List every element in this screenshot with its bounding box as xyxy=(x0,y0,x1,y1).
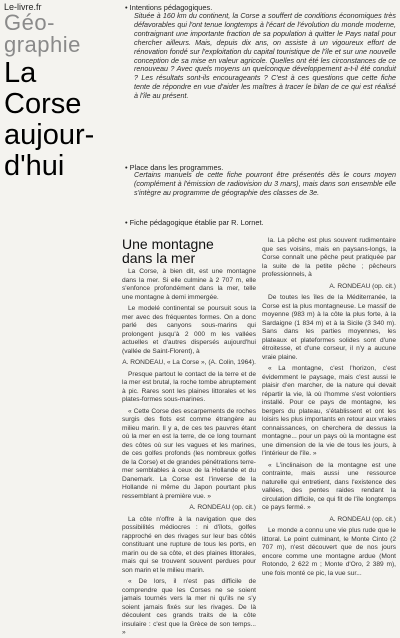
paragraph: « Cette Corse des escarpements de roches surgis des flots est comme étrangère au milieu marin. Il y a, de ces tes pauvres étant où la mer en est la terre, de ce long tournant des côtes où sur les vagues et les marines, de ces golfes profonds (les nombreux golfes de la Corse) et de grandes pénétrations terre-mer semblables à ceux de la Hollande et du Danemark. La Corse est l'inverse de la Hollande ni même du Japon pourtant plus ressemblant à première vue. » xyxy=(122,407,256,500)
paragraph: Le monde a connu une vie plus rude que le littoral. Le point culminant, le Monte Cinto (2 707 m), n'est découvert que de nos jours encore comme une montagne ardue (Mont Rotondo, 2 622 m ; Monte d'Oro, 2 389 m), une fois monté ce pic, la vue sur... xyxy=(262,527,396,577)
citation: A. RONDEAU (op. cit.) xyxy=(189,504,256,511)
section-title xyxy=(122,237,214,265)
title-line-2: Corse xyxy=(4,88,82,120)
intentions-body: Située à 160 km du continent, la Corse a souffert de conditions économiques très défavorables qui l'ont tenue longtemps à l'écart de l'évolution du monde moderne, contraignant une importante fraction de sa population à quitter le Pays natal pour chercher ailleurs. Mais, depuis dix ans, on assiste à un vigoureux effort de rénovation fondé sur l'exploitation du capital touristique de l'île et sur une nouvelle conception de sa mise en valeur agricole. Quelles ont été les circonstances de ce renouveau ? Avec quels moyens un quelconque développement a-t-il été conduit ? Les résultats sont-ils encourageants ? C'est à ces questions que cette fiche tente de répondre en vue d'aider les maîtres à tracer le bilan de ce qui est réalisé à l'île au présent. xyxy=(134,11,396,101)
paragraph: Presque partout le contact de la terre et de la mer est brutal, la roche tombe abruptement à pic. Rares sont les plaines littorales et les plates-formes sous-marines. xyxy=(122,370,256,403)
fiche-credit: • Fiche pédagogique établie par R. Lornet. xyxy=(125,218,393,227)
paragraph: « De lors, il n'est pas difficile de comprendre que les Corses ne se soient jamais tournés vers la mer ni qu'ils ne s'y soient jamais fixés sur les rivages. De là découlent ces grands traits de la côte insulaire : c'est que la Grèce de son temps... » xyxy=(122,578,256,636)
paragraph: « La montagne, c'est l'horizon, c'est évidemment le paysage, mais c'est aussi le plaisir d'en marcher, de la nature qui devait répartir la vie, là où l'homme s'est volontiers installé. Pour ce pays de montagne, les bergers du plateau, s'établissent et ont les loisirs les plus importants en retour aux vraies connaissances, on cherchera de dessus la montagne... pour un pays où la montagne est une dimension de la vie de tous les jours, à l'intérieur de l'île. » xyxy=(262,365,396,457)
intentions-heading: • Intentions pédagogiques. xyxy=(125,3,393,12)
title-line-4: d'hui xyxy=(4,150,65,182)
paragraph: la. La pêche est plus souvent rudimentaire que ses voisins, mais en paysans-longs, la Corse connaît une pêche peut pratiquée par la suite de la petite pêche ; pêcheurs professionnels, à xyxy=(262,237,396,278)
citation: A. RONDEAU, « La Corse », (A. Colin, 1964). xyxy=(122,359,256,366)
section-title-line-2: dans la mer xyxy=(122,250,196,266)
paragraph: La Corse, à bien dit, est une montagne dans la mer. Si elle culmine à 2 707 m, elle s'enfonce profondément dans la mer, telle une montagne à demi immergée. xyxy=(122,268,256,301)
right-column xyxy=(262,237,396,577)
left-column xyxy=(122,268,256,636)
section-title-line-1: Une montagne xyxy=(122,236,214,252)
subject-line-1: Géo- xyxy=(4,10,55,35)
placement-heading: • Place dans les programmes. xyxy=(125,163,393,172)
watermark-source: Le-livre.fr xyxy=(4,2,42,12)
subject-heading xyxy=(4,12,81,56)
citation: A. RONDEAU (op. cit.) xyxy=(329,282,396,290)
paragraph: La côte n'offre à la navigation que des possibilités médiocres : ni d'îlots, golfes rapproché en des rivages sur leur bas côtés constituant une rupture de tous les ports, en marin ou de sa côte, et des plaines littorales, mais qui se trouvent souvent perdues pour son marin et le milieu marin. xyxy=(122,515,256,574)
placement-body: Certains manuels de cette fiche pourront être présentés dès le cours moyen (complément à l'émission de radiovision du 3 mars), mais dans son ensemble elle s'intègre au programme de géographie des classes de 3e. xyxy=(134,170,396,197)
subject-line-2: graphie xyxy=(4,32,81,57)
title-line-3: aujour- xyxy=(4,119,95,151)
paragraph: De toutes les îles de la Méditerranée, la Corse est la plus montagneuse. Le massif de moyenne (983 m) à la côte la plus forte, à la Sardaigne (1 834 m) et à la Sicile (3 340 m). Sans dans les parties moyennes, les plateaux et plateformes solides sont d'une étroitesse, et d'une corseur, il n'y a aucune vraie plaine. xyxy=(262,294,396,361)
article-title xyxy=(4,58,94,182)
paragraph: Le modelé continental se poursuit sous la mer avec des fréquentes formes. On a donc parlé des canyons sous-marins qui prolongent jusqu'à 2 000 m les vallées actuelles et d'autres dispersés aujourd'hui (vallée de Saint-Florent), à xyxy=(122,305,256,355)
paragraph: « L'inclinaison de la montagne est une contrainte, mais aussi une ressource naturelle qui entretient, dans l'existence des vallées, des pentes raides rendant la circulation difficile, ce qui fit de l'île longtemps ce pays fermé. » xyxy=(262,461,396,511)
title-line-1: La xyxy=(4,57,37,89)
citation: A. RONDEAU (op. cit.) xyxy=(329,515,396,523)
